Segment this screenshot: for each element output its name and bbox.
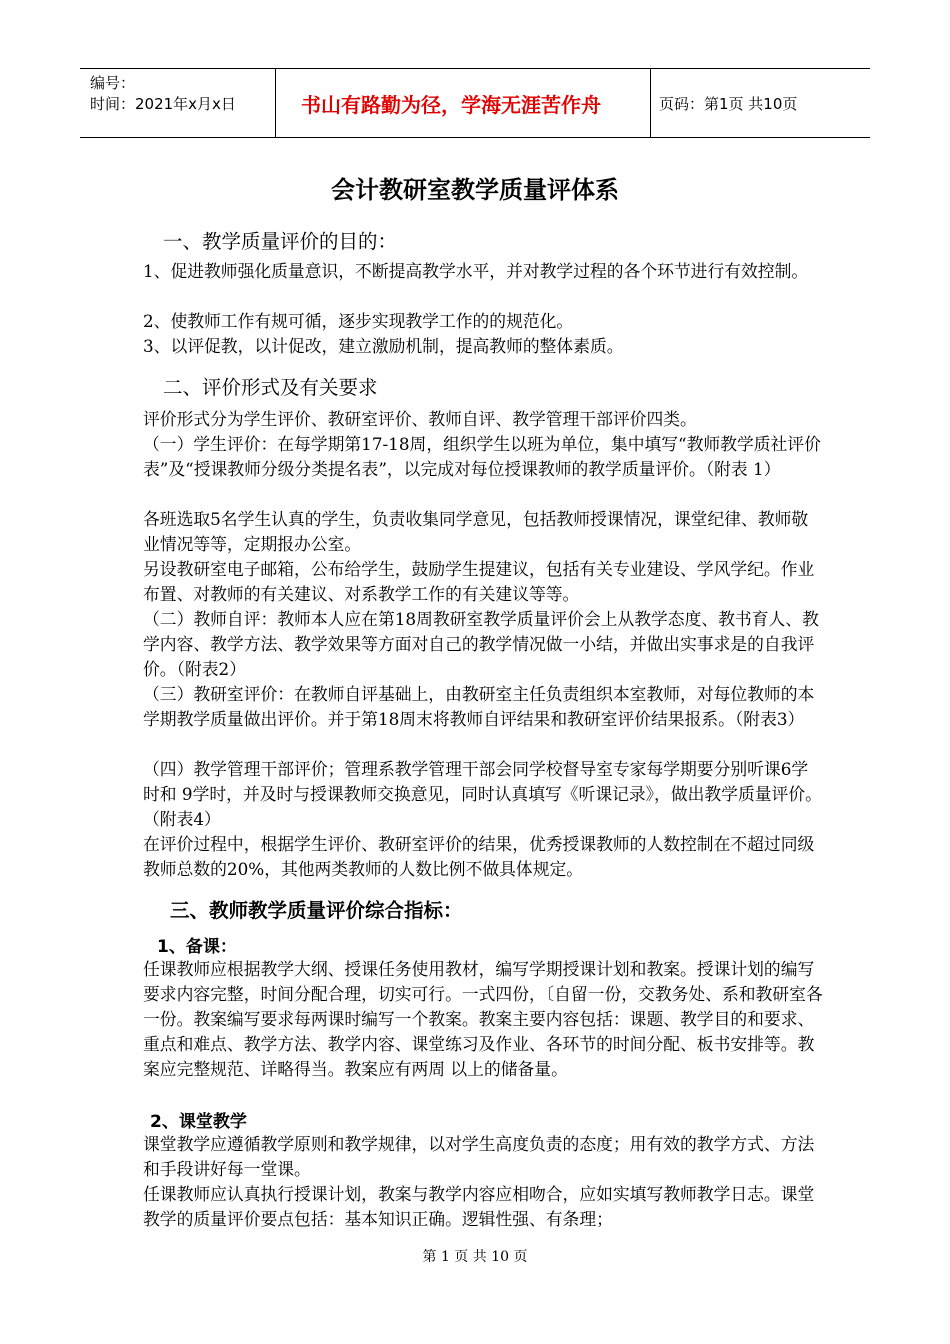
header-meta — [80, 69, 276, 137]
section1-item-3: 3、以评促教，以计促改，建立激励机制，提高教师的整体素质。 — [143, 336, 624, 356]
time-label: 时间：2021年x月x日 — [90, 95, 236, 113]
section2-para-email: 另设教研室电子邮箱，公布给学生，鼓励学生提建议，包括有关专业建设、学风学纪。作业布置、对教师的有关建议、对系教学工作的有关建议等等。 — [143, 559, 815, 604]
number-label: 编号： — [90, 74, 136, 92]
header-motto: 书山有路勤为径，学海无涯苦作舟 — [276, 69, 651, 137]
section2-para-office: （三）教研室评价：在教师自评基础上，由教研室主任负责组织本室教师，对每位教师的本学期教学质量做出评价。并于第18周末将教师自评结果和教研室评价结果报系。（附表3） — [143, 684, 815, 729]
section2-para-management: （四）教学管理干部评价；管理系教学管理干部会同学校督导室专家每学期要分别听课6学时和 9学时，并及时与授课教师交换意见，同时认真填写《听课记录》，做出教学质量评价。（附表4） — [143, 759, 822, 829]
header-page-info: 页码：第1页 共10页 — [659, 94, 798, 113]
section2-para-class: 各班选取5名学生认真的学生，负责收集同学意见，包括教师授课情况，课堂纪律、教师敬业情况等等，定期报办公室。 — [143, 509, 809, 554]
section3-heading: 三、教师教学质量评价综合指标： — [170, 899, 463, 922]
section1-heading: 一、教学质量评价的目的： — [163, 230, 398, 253]
section1-item-1: 1、促进教师强化质量意识，不断提高教学水平，并对教学过程的各个环节进行有效控制。 — [143, 261, 809, 281]
section2-para-intro: 评价形式分为学生评价、教研室评价、教师自评、教学管理干部评价四类。 — [143, 409, 697, 429]
section2-para-ratio: 在评价过程中，根据学生评价、教研室评价的结果，优秀授课教师的人数控制在不超过同级教师总数的20%，其他两类教师的人数比例不做具体规定。 — [143, 834, 815, 879]
section1-item-2: 2、使教师工作有规可循，逐步实现教学工作的的规范化。 — [143, 311, 574, 331]
section2-para-student: （一）学生评价：在每学期第17-18周，组织学生以班为单位，集中填写“教师教学质社评价表”及“授课教师分级分类提名表”，以完成对每位授课教师的教学质量评价。（附表 1） — [143, 434, 821, 479]
section2-heading: 二、评价形式及有关要求 — [163, 376, 378, 399]
sub2-heading: 2、课堂教学 — [150, 1112, 247, 1132]
sub1-heading: 1、备课： — [157, 937, 237, 957]
document-title: 会计教研室教学质量评体系 — [331, 176, 619, 204]
page-header — [80, 68, 870, 138]
sub2-para-1: 课堂教学应遵循教学原则和教学规律，以对学生高度负责的态度；用有效的教学方式、方法和手段讲好每一堂课。 — [143, 1134, 815, 1179]
sub1-text: 任课教师应根据教学大纲、授课任务使用教材，编写学期授课计划和教案。授课计划的编写要求内容完整，时间分配合理，切实可行。一式四份，〔自留一份，交教务处、系和教研室各一份。教案编写要求每两课时编写一个教案。教案主要内容包括：课题、教学目的和要求、重点和难点、教学方法、教学内容、课堂练习及作业、各环节的时间分配、板书安排等。教案应完整规范、详略得当。教案应有两周 以上的储备量。 — [143, 959, 823, 1079]
section2-para-self: （二）教师自评：教师本人应在第18周教研室教学质量评价会上从教学态度、教书育人、教学内容、教学方法、教学效果等方面对自己的教学情况做一小结，并做出实事求是的自我评价。（附表2） — [143, 609, 819, 679]
page-footer: 第 1 页 共 10 页 — [422, 1249, 528, 1265]
sub2-para-2: 任课教师应认真执行授课计划，教案与教学内容应相吻合，应如实填写教师教学日志。课堂教学的质量评价要点包括：基本知识正确。逻辑性强、有条理； — [143, 1184, 815, 1229]
